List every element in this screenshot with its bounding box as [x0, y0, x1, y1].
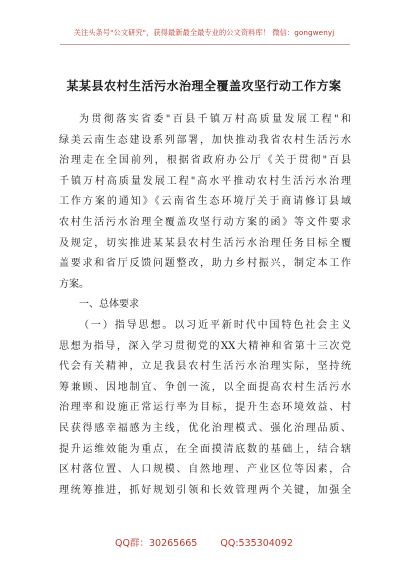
body-line: 区村落位置、人口规模、自然地理、产业区位等因素，合	[59, 464, 351, 476]
header-divider	[60, 44, 350, 45]
section-heading: 一、总体要求	[79, 299, 139, 311]
body-line: 民获得感幸福感为主线，优化治理模式、强化治理品质、	[59, 422, 351, 434]
promo-header: 关注头条号"公文研究"，获得最新最全最专业的公文资料库！ 微信：gongwenyj	[73, 28, 335, 37]
body-line: 千镇万村高质量发展工程"高水平推动农村生活污水治理	[59, 175, 351, 187]
body-line: 盖要求和省厅反馈问题整改，助力乡村振兴，制定本工作	[59, 258, 351, 270]
body-line: 理统筹推进，抓好规划引领和长效管理两个关键，加强全	[59, 484, 351, 496]
qq-group-text: QQ群：30265665	[115, 538, 198, 549]
body-line: （一）指导思想。以习近平新时代中国特色社会主义	[79, 319, 351, 331]
document-title: 某某县农村生活污水治理全覆盖攻坚行动工作方案	[66, 79, 342, 93]
body-line: 农村生活污水治理全覆盖攻坚行动方案的函》等文件要求	[59, 216, 351, 228]
document-body	[59, 110, 351, 501]
qq-number-text: QQ:535304092	[220, 538, 293, 549]
body-line: 思想为指导，深入学习贯彻党的XX大精神和省第十三次党	[59, 340, 351, 352]
body-line: 治理走在全国前列，根据省政府办公厅《关于贯彻"百县	[59, 155, 351, 167]
body-line: 绿美云南生态建设系列部署，加快推动我省农村生活污水	[59, 134, 351, 146]
body-line: 为贯彻落实省委"百县千镇万村高质量发展工程"和	[79, 114, 351, 125]
body-line: 方案。	[59, 278, 89, 290]
body-line: 代会有关精神，立足我县农村生活污水治理实际，坚持统	[59, 361, 351, 373]
body-line: 筹兼顾、因地制宜、争创一流，以全面提高农村生活污水	[59, 381, 351, 393]
contact-footer	[0, 535, 408, 549]
body-line: 工作方案的通知》《云南省生态环境厅关于商请修订县域	[59, 196, 351, 208]
body-line: 提升运维效能为重点，在全面摸清底数的基础上，结合辖	[59, 443, 351, 455]
body-line: 治理率和设施正常运行率为目标，提升生态环境效益、村	[59, 402, 351, 414]
body-line: 及规定，切实推进某某县农村生活污水治理任务目标全覆	[59, 237, 351, 249]
